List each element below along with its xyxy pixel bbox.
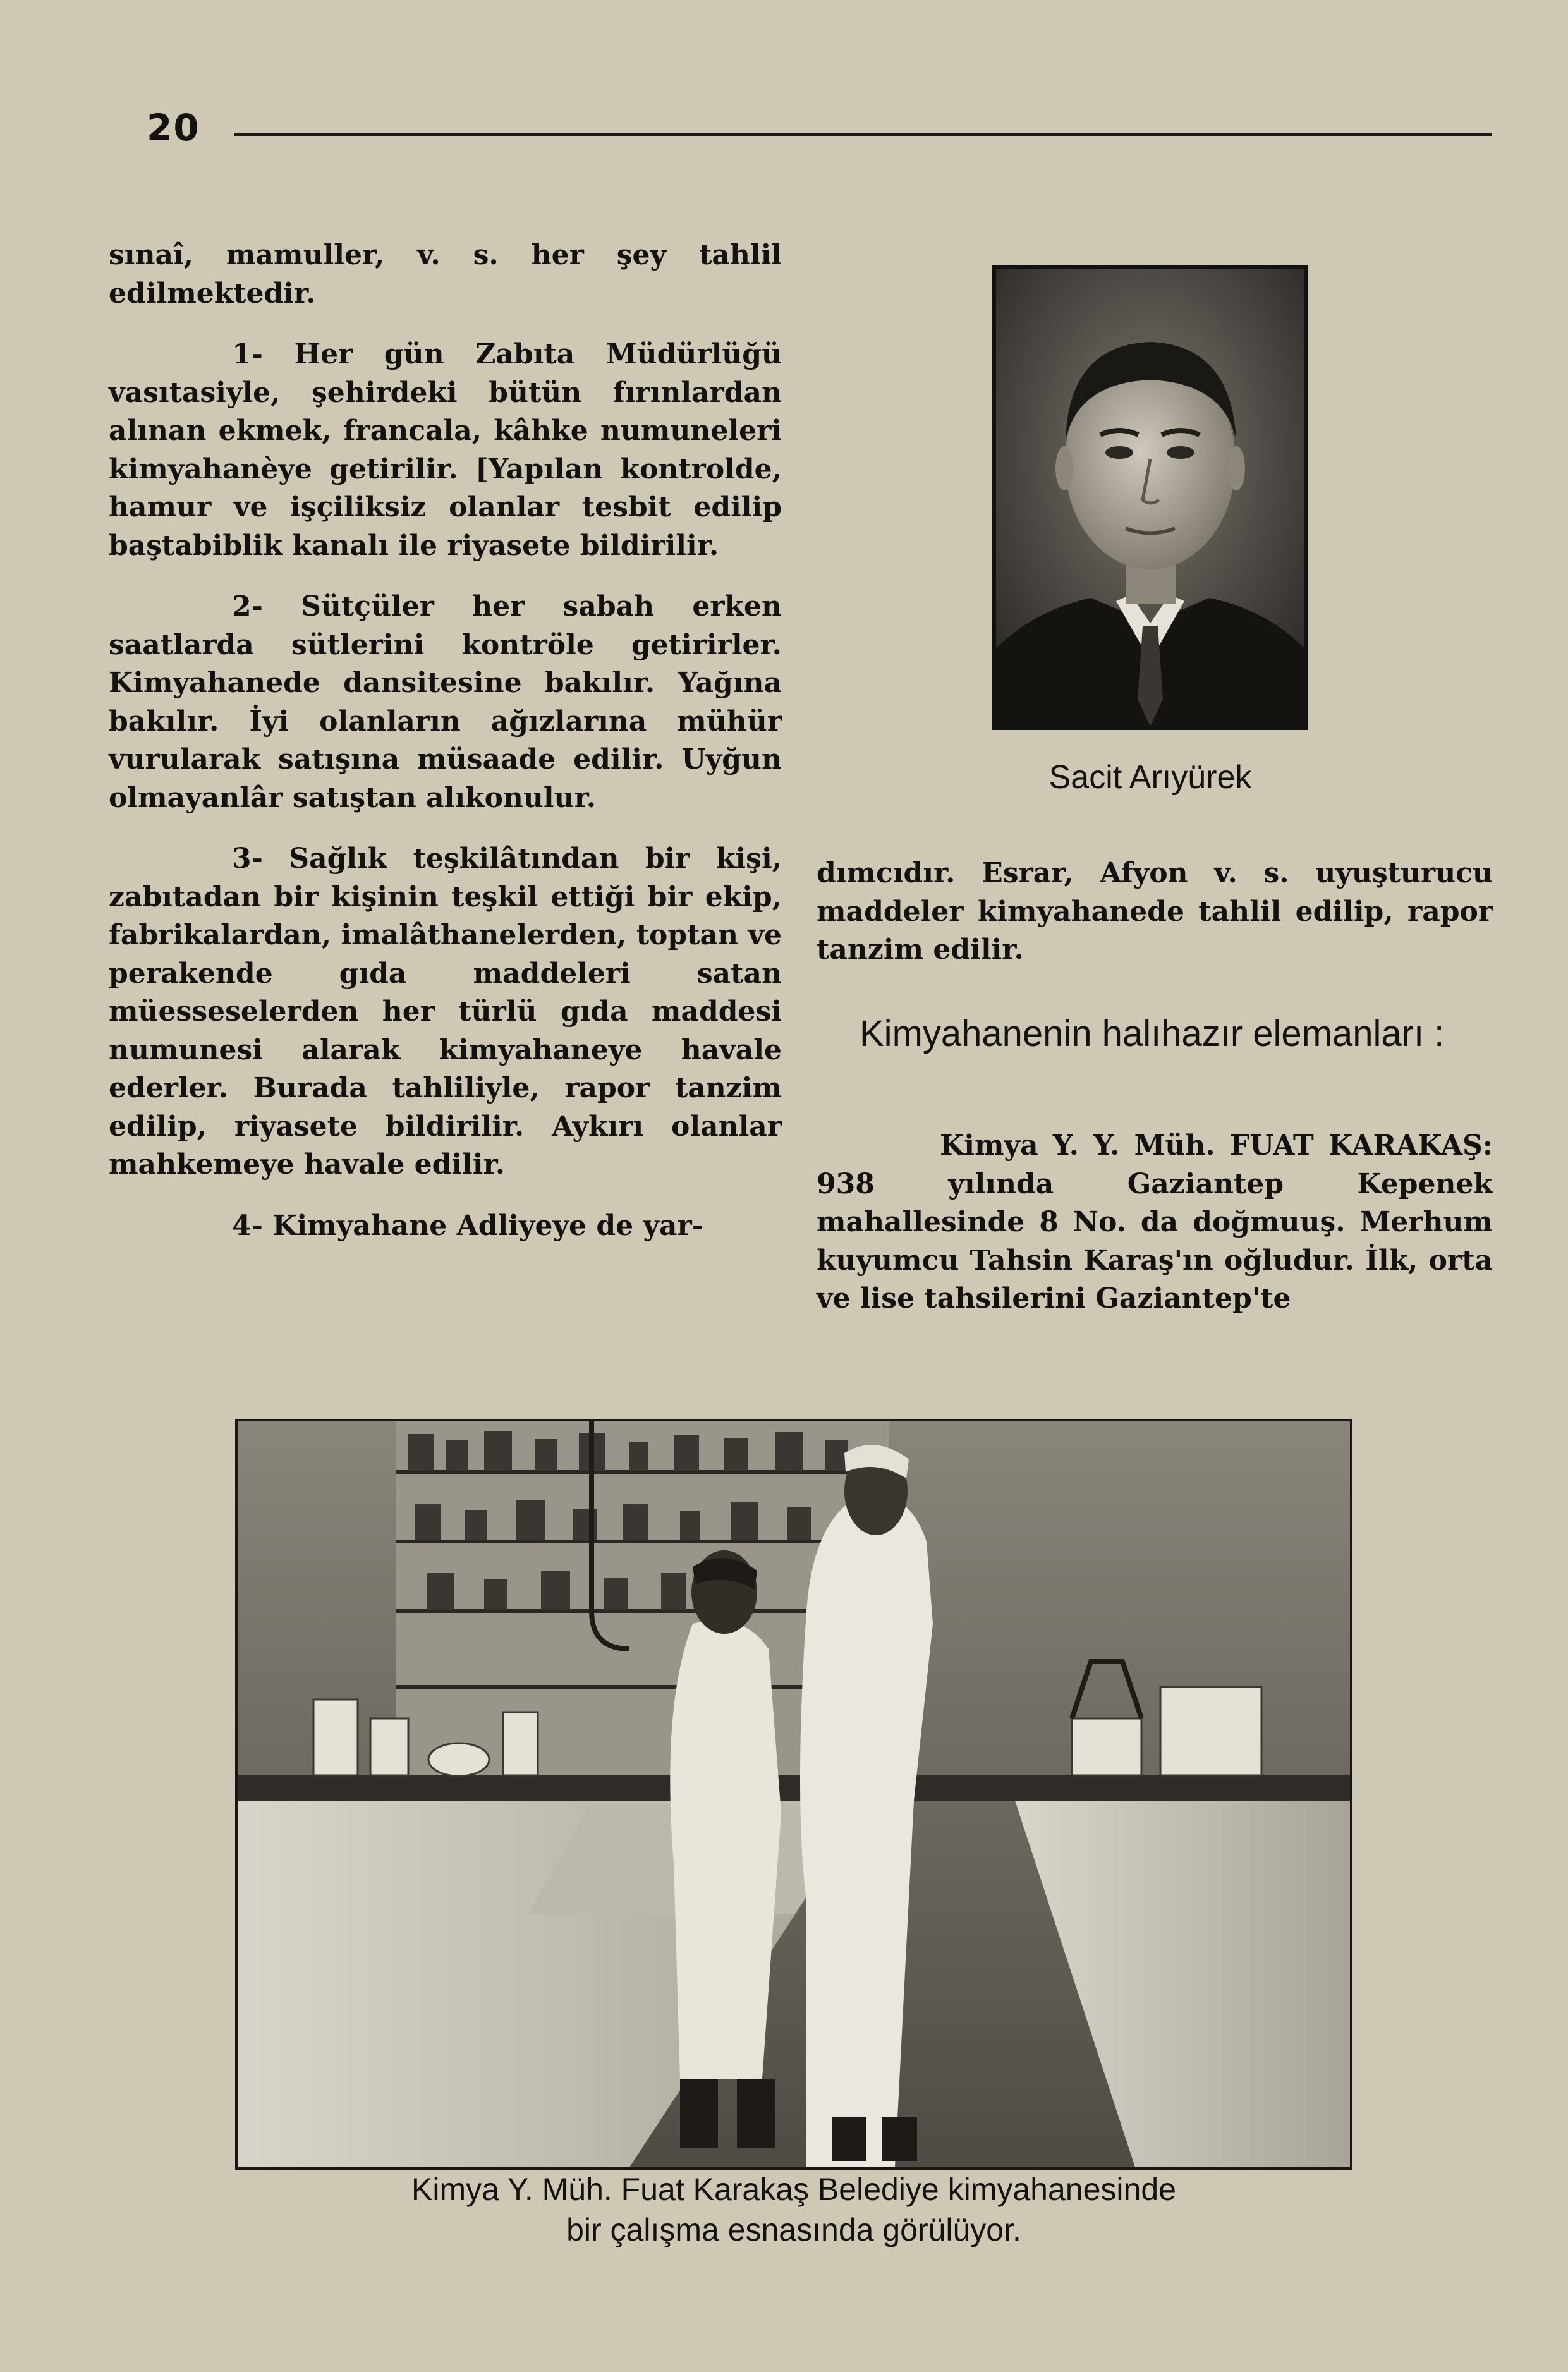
photo-caption [235, 2169, 1352, 2250]
paragraph-intro: sınaî, mamuller, v. s. her şey tahlil edilmektedir. [109, 239, 782, 310]
paragraph-item-2: 2- Sütçüler her sabah erken saatlarda sütlerini kontröle getirirler. Kimyahanede dansitesine bakılır. Yağına bakılır. İyi olanların ağızlarına mühür vurularak satışına müsaade edilir. Uyğun olmayanlâr satıştan alıkonulur. [109, 590, 782, 814]
lab-photo [235, 1419, 1352, 2170]
paragraph-bio: Kimya Y. Y. Müh. FUAT KARAKAŞ: 938 yılında Gaziantep Kepenek mahallesinde 8 No. da doğmuuş. Merhum kuyumcu Tahsin Karaş'ın oğludur. İlk, orta ve lise tahsilerini Gaziantep'te [817, 1129, 1493, 1315]
portrait-caption: Sacit Arıyürek [1048, 759, 1252, 796]
portrait-photo [992, 265, 1308, 730]
paragraph-item-1: 1- Her gün Zabıta Müdürlüğü vasıtasiyle, şehirdeki bütün fırınlardan alınan ekmek, francala, kâhke numuneleri kimyahanèye getirilir. [Yapılan kontrolde, hamur ve işçiliksiz olanlar tesbit edilip baştabiblik kanalı ile riyasete bildirilir. [109, 338, 782, 562]
portrait-illustration [996, 269, 1304, 726]
section-heading: Kimyahanenin halıhazır elemanları : [860, 1013, 1445, 1054]
paragraph-continuation: dımcıdır. Esrar, Afyon v. s. uyuşturucu maddeler kimyahanede tahlil edilip, rapor tanzim edilir. [817, 857, 1493, 966]
right-column-continuation [817, 855, 1493, 970]
header-rule [234, 133, 1492, 136]
photo-caption-line-1: Kimya Y. Müh. Fuat Karakaş Belediye kimyahanesinde [411, 2172, 1176, 2207]
page-number: 20 [147, 106, 200, 149]
left-column [109, 236, 782, 1245]
lab-illustration [238, 1421, 1350, 2167]
photo-caption-line-2: bir çalışma esnasında görülüyor. [566, 2212, 1021, 2247]
paragraph-item-3: 3- Sağlık teşkilâtından bir kişi, zabıtadan bir kişinin teşkil ettiği bir ekip, fabrikalardan, imalâthanelerden, toptan ve perakende gıda maddeleri satan müesseselerden her türlü gıda maddesi numunesi alarak kimyahaneye havale ederler. Burada tahliliyle, rapor tanzim edilip, riyasete bildirilir. Aykırı olanlar mahkemeye havale edilir. [109, 842, 782, 1181]
paragraph-item-4: 4- Kimyahane Adliyeye de yar- [232, 1209, 703, 1242]
right-column-bio [817, 1127, 1493, 1318]
